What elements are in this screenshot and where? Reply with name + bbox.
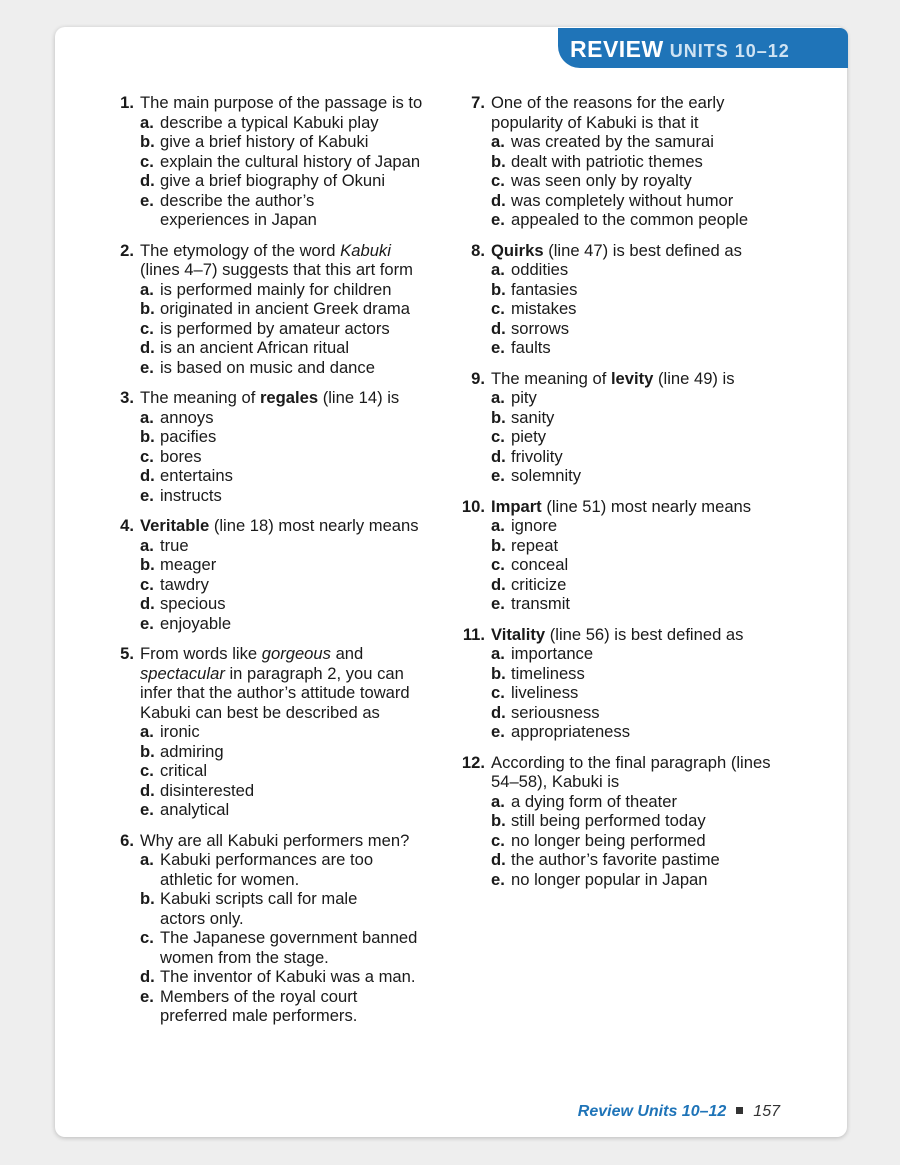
answer-option-e[interactable]: e. enjoyable [140,613,232,633]
page-footer [578,1103,780,1121]
answer-option-a[interactable]: a. importance [491,644,594,663]
answer-option-c[interactable]: c. The Japanese government banned women from the stage. [140,928,418,967]
question-stem: One of the reasons for the early popularity of Kabuki is that it [491,93,725,132]
question-stem: The etymology of the word Kabuki (lines 4–7) suggests that this art form [140,240,413,279]
review-banner [558,28,848,68]
answer-option-d[interactable]: d. entertains [140,466,233,485]
answer-option-b[interactable]: b. Kabuki scripts call for male actors only. [140,889,358,928]
question-number: 4. [120,516,134,535]
answer-option-c[interactable]: c. critical [140,761,208,780]
answer-option-a[interactable]: a. Kabuki performances are too athletic for women. [140,850,374,889]
answer-option-c[interactable]: c. explain the cultural history of Japan [140,151,421,171]
answer-option-e[interactable]: e. appropriateness [491,722,631,741]
question-10 [457,497,777,614]
answer-option-d[interactable]: d. The inventor of Kabuki was a man. [140,967,416,986]
question-number: 11. [462,624,485,644]
question-number: 9. [471,368,485,388]
answer-option-a[interactable]: a. a dying form of theater [491,791,678,811]
question-number: 2. [120,240,134,260]
answer-option-e[interactable]: e. faults [491,338,551,357]
answer-option-a[interactable]: a. oddities [491,260,569,279]
answer-option-b[interactable]: b. pacifies [140,427,217,446]
question-4 [106,516,426,633]
question-7 [457,93,777,230]
answer-option-c[interactable]: c. is performed by amateur actors [140,318,390,338]
footer-title: Review Units 10–12 [577,1103,727,1120]
question-stem: From words like gorgeous and spectacular in paragraph 2, you can infer that the author’s attitude toward Kabuki can best be described as [140,644,410,722]
question-11 [457,625,777,742]
answer-option-d[interactable]: d. the author’s favorite pastime [491,850,720,869]
answer-option-b[interactable]: b. fantasies [491,279,578,299]
answer-option-d[interactable]: d. specious [140,594,226,613]
answer-option-e[interactable]: e. solemnity [491,466,582,485]
answer-option-d[interactable]: d. frivolity [491,446,563,466]
square-bullet-icon [736,1107,743,1114]
question-stem: Vitality (line 56) is best defined as [491,624,744,644]
answer-option-d[interactable]: d. is an ancient African ritual [140,338,350,357]
answer-option-a[interactable]: a. describe a typical Kabuki play [140,112,379,132]
question-stem: Quirks (line 47) is best defined as [491,240,742,260]
answer-option-e[interactable]: e. describe the author’s experiences in Japan [140,190,317,229]
question-number: 7. [471,93,485,112]
question-5 [106,644,426,820]
answer-option-c[interactable]: c. was seen only by royalty [491,171,692,190]
answer-option-b[interactable]: b. still being performed today [491,811,706,830]
question-number: 8. [471,240,485,260]
question-stem: The meaning of levity (line 49) is [491,368,735,388]
left-column [106,93,426,1037]
answer-option-e[interactable]: e. is based on music and dance [140,357,375,377]
answer-option-c[interactable]: c. mistakes [491,299,577,318]
answer-option-d[interactable]: d. was completely without humor [491,190,734,210]
question-6 [106,831,426,1026]
right-column [457,93,777,900]
answer-option-e[interactable]: e. instructs [140,485,222,505]
answer-option-c[interactable]: c. liveliness [491,683,579,702]
answer-option-a[interactable]: a. pity [491,388,537,407]
question-stem: Why are all Kabuki performers men? [140,830,410,850]
question-number: 6. [120,830,134,850]
question-8 [457,241,777,358]
answer-option-d[interactable]: d. sorrows [491,318,570,338]
question-stem: The meaning of regales (line 14) is [140,388,400,407]
answer-option-e[interactable]: e. appealed to the common people [491,210,749,229]
answer-option-e[interactable]: e. no longer popular in Japan [491,869,708,889]
answer-option-d[interactable]: d. give a brief biography of Okuni [140,171,386,190]
question-number: 10. [461,496,485,516]
question-stem: According to the final paragraph (lines 54–58), Kabuki is [491,752,771,791]
answer-option-b[interactable]: b. originated in ancient Greek drama [140,299,410,318]
answer-option-a[interactable]: a. annoys [140,407,214,427]
question-number: 12. [461,752,485,772]
answer-option-b[interactable]: b. admiring [140,741,224,761]
answer-option-c[interactable]: c. bores [140,446,202,466]
answer-option-d[interactable]: d. seriousness [491,702,600,722]
answer-option-d[interactable]: d. disinterested [140,780,255,800]
answer-option-b[interactable]: b. timeliness [491,663,585,683]
answer-option-b[interactable]: b. give a brief history of Kabuki [140,132,369,151]
answer-option-e[interactable]: e. analytical [140,800,230,819]
answer-option-b[interactable]: b. repeat [491,535,559,555]
question-stem: Impart (line 51) most nearly means [491,496,752,516]
question-number: 3. [120,388,134,407]
answer-option-c[interactable]: c. piety [491,427,547,446]
answer-option-a[interactable]: a. ignore [491,516,558,535]
answer-option-e[interactable]: e. Members of the royal court preferred male performers. [140,986,358,1025]
question-stem: Veritable (line 18) most nearly means [140,516,419,535]
banner-units-word: UNITS 10–12 [669,41,790,61]
answer-option-c[interactable]: c. conceal [491,555,569,574]
page-number: 157 [753,1103,780,1120]
question-2 [106,241,426,378]
answer-option-a[interactable]: a. ironic [140,722,200,741]
answer-option-b[interactable]: b. dealt with patriotic themes [491,151,703,171]
question-1 [106,93,426,230]
question-number: 5. [120,644,134,663]
question-3 [106,388,426,505]
answer-option-c[interactable]: c. tawdry [140,574,209,594]
answer-option-b[interactable]: b. sanity [491,407,555,427]
answer-option-e[interactable]: e. transmit [491,594,571,613]
answer-option-a[interactable]: a. true [140,535,189,555]
answer-option-b[interactable]: b. meager [140,555,217,574]
question-9 [457,369,777,486]
question-stem: The main purpose of the passage is to [140,93,423,112]
banner-review-word: REVIEW [570,36,664,62]
answer-option-d[interactable]: d. criticize [491,574,567,594]
answer-option-a[interactable]: a. is performed mainly for children [140,279,392,299]
question-12 [457,753,777,890]
answer-option-c[interactable]: c. no longer being performed [491,830,706,850]
question-number: 1. [120,93,134,112]
answer-option-a[interactable]: a. was created by the samurai [491,132,714,151]
